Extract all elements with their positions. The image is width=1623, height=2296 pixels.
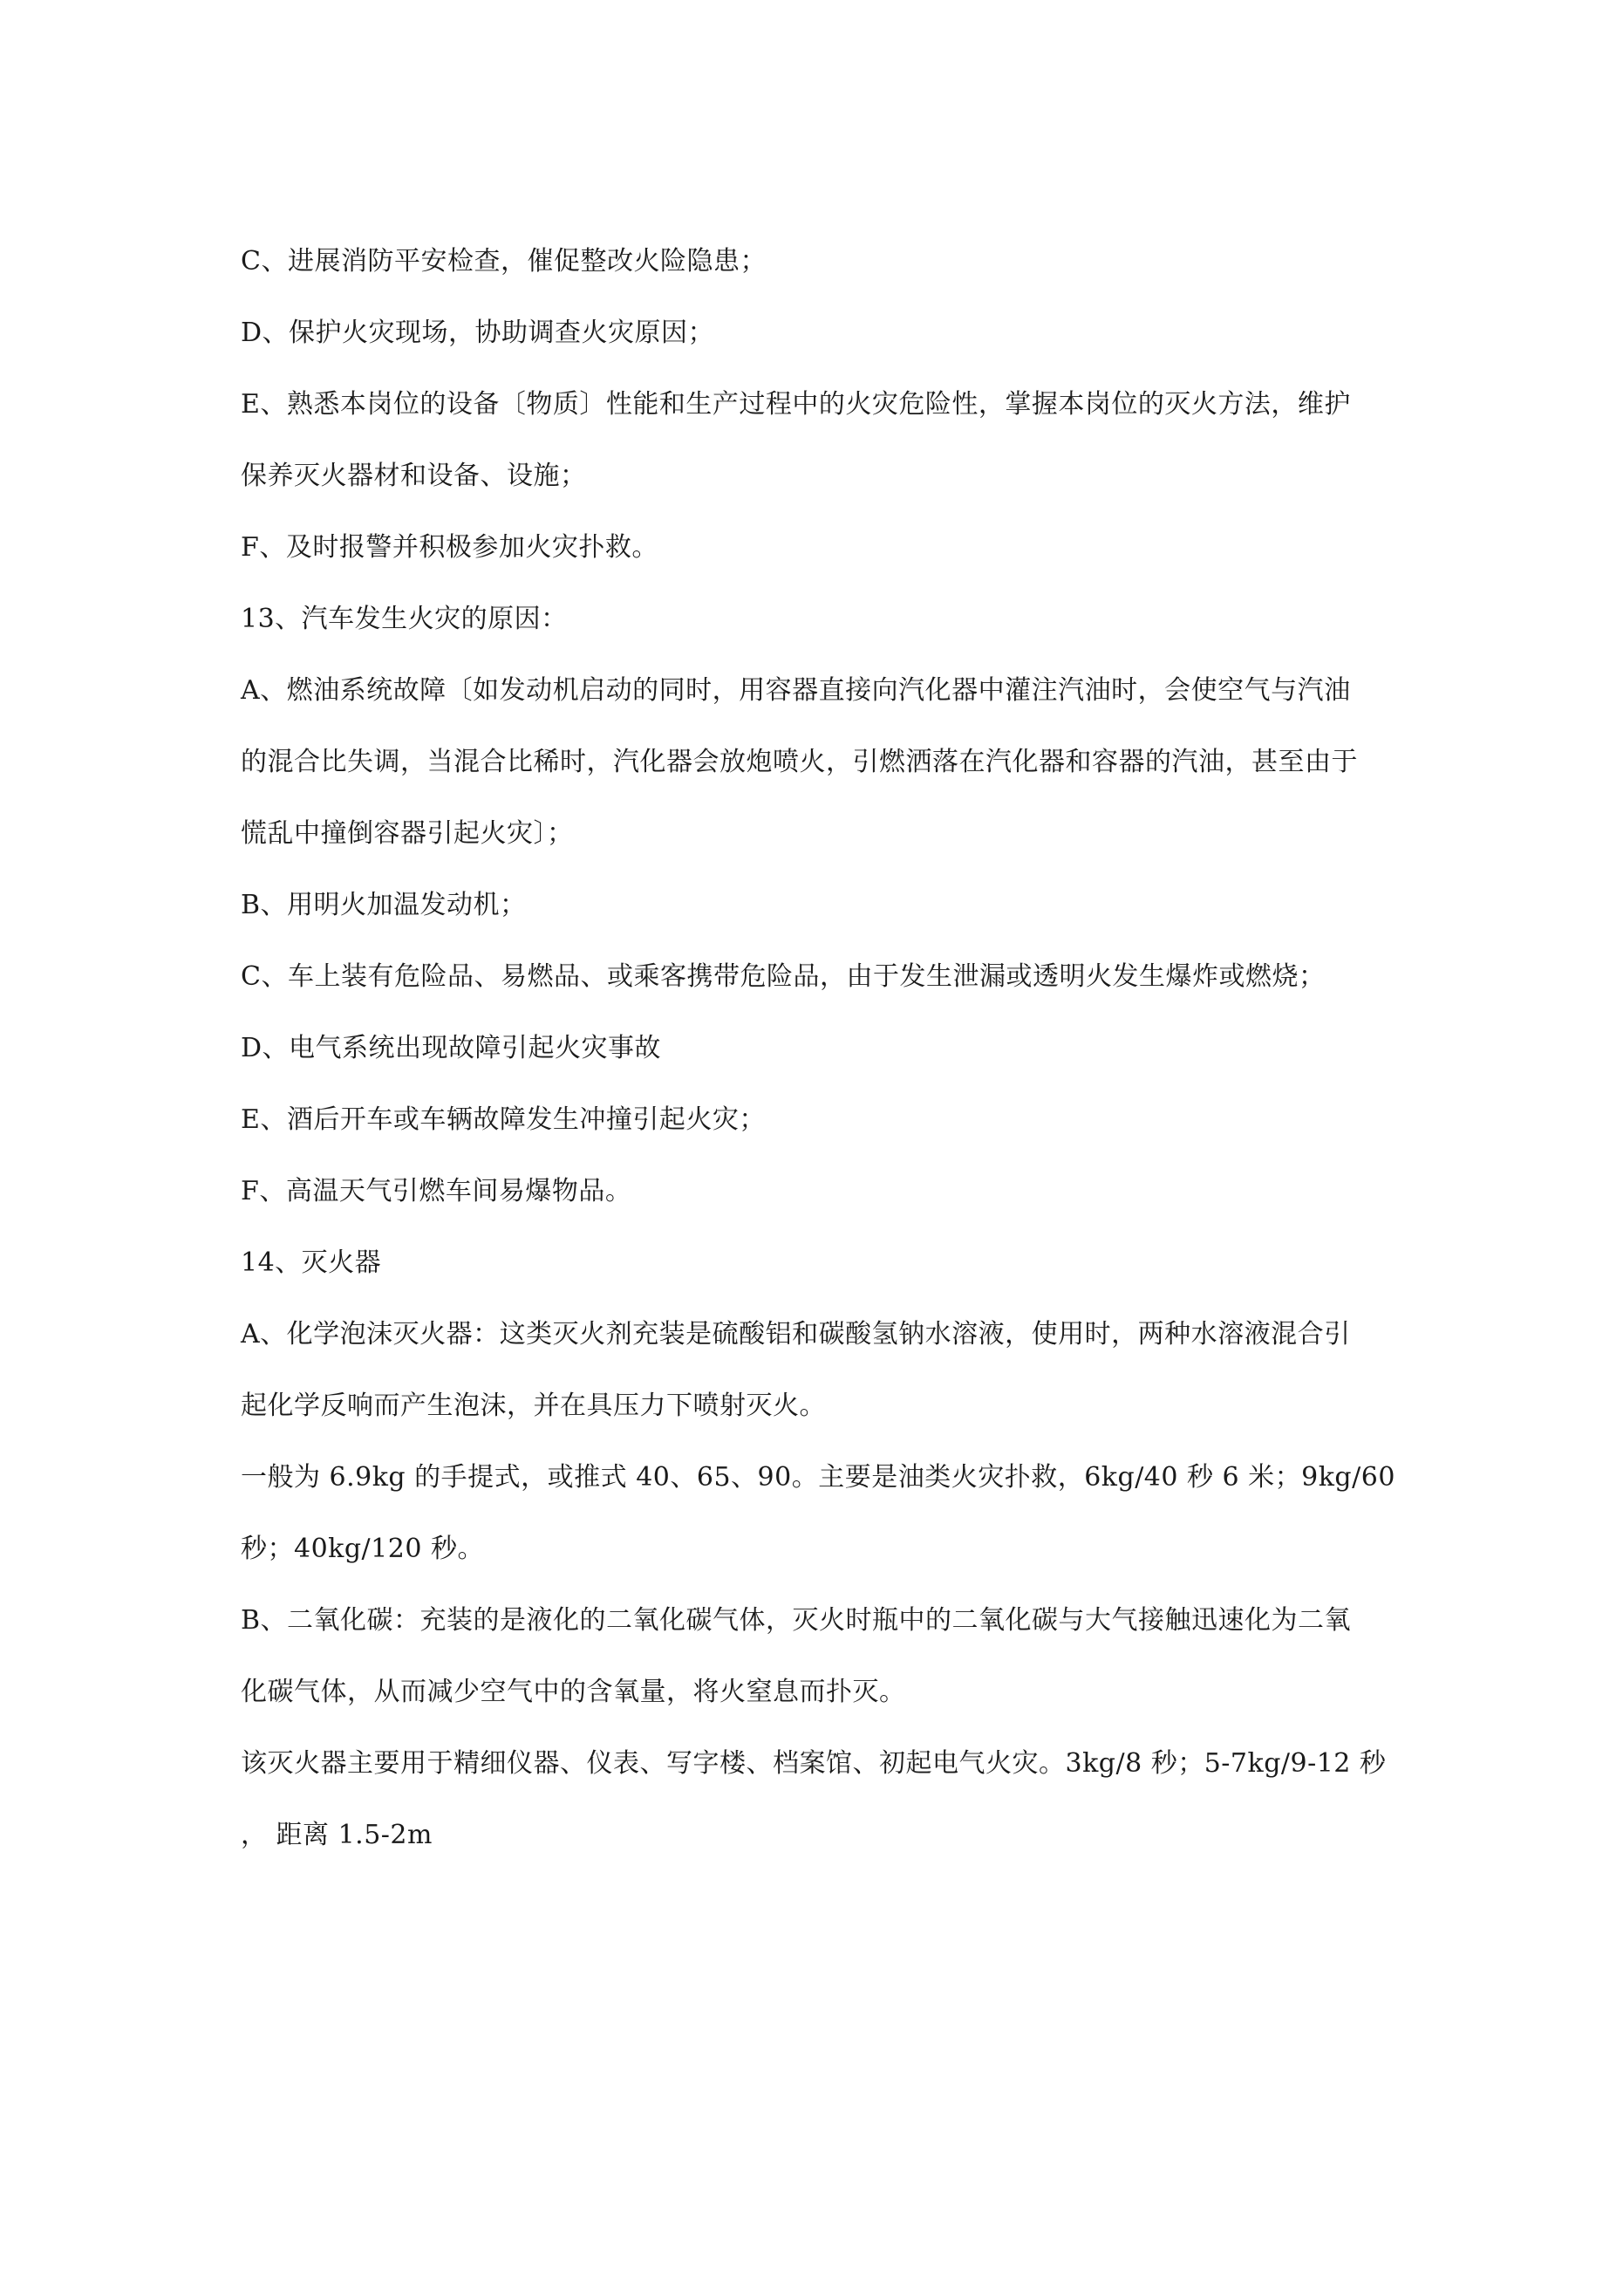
text-line: D、保护火灾现场，协助调查火灾原因； xyxy=(241,318,715,348)
text-line: A、化学泡沫灭火器：这类灭火剂充装是硫酸铝和碳酸氢钠水溶液，使用时，两种水溶液混合引 xyxy=(241,1319,1351,1350)
text-line: ， 距离 1.5-2m xyxy=(241,1820,433,1850)
text-line: 秒；40kg/120 秒。 xyxy=(241,1534,484,1564)
text-line: 一般为 6.9kg 的手提式，或推式 40、65、90。主要是油类火灾扑救，6kg/40 秒 6 米；9kg/60 xyxy=(241,1462,1395,1493)
text-line: D、电气系统出现故障引起火灾事故 xyxy=(241,1033,662,1063)
text-line: B、用明火加温发动机； xyxy=(241,890,527,920)
text-line: A、燃油系统故障〔如发动机启动的同时，用容器直接向汽化器中灌注汽油时，会使空气与汽油 xyxy=(241,675,1351,706)
text-line: 保养灭火器材和设备、设施； xyxy=(241,461,587,491)
text-line: 起化学反响而产生泡沫，并在具压力下喷射灭火。 xyxy=(241,1391,826,1421)
text-line: 的混合比失调，当混合比稀时，汽化器会放炮喷火，引燃洒落在汽化器和容器的汽油，甚至由于 xyxy=(241,747,1358,777)
text-line: C、进展消防平安检查，催促整改火险隐患； xyxy=(241,246,767,277)
text-line: E、熟悉本岗位的设备〔物质〕性能和生产过程中的火灾危险性，掌握本岗位的灭火方法，维护 xyxy=(241,389,1351,420)
text-line: F、高温天气引燃车间易爆物品。 xyxy=(241,1176,632,1206)
text-line: F、及时报警并积极参加火灾扑救。 xyxy=(241,532,658,563)
section-heading: 14、灭火器 xyxy=(241,1247,382,1278)
text-line: C、车上装有危险品、易燃品、或乘客携带危险品，由于发生泄漏或透明火发生爆炸或燃烧； xyxy=(241,961,1326,992)
text-line: 该灭火器主要用于精细仪器、仪表、写字楼、档案馆、初起电气火灾。3kg/8 秒；5-7kg/9-12 秒 xyxy=(241,1748,1387,1779)
section-heading: 13、汽车发生火灾的原因： xyxy=(241,604,568,634)
text-line: 化碳气体，从而减少空气中的含氧量，将火窒息而扑灭。 xyxy=(241,1677,906,1707)
text-line: B、二氧化碳：充装的是液化的二氧化碳气体，灭火时瓶中的二氧化碳与大气接触迅速化为二氧 xyxy=(241,1605,1352,1636)
text-line: E、酒后开车或车辆故障发生冲撞引起火灾； xyxy=(241,1104,766,1135)
document-body xyxy=(241,244,1395,1889)
text-line: 慌乱中撞倒容器引起火灾〕； xyxy=(241,818,574,849)
